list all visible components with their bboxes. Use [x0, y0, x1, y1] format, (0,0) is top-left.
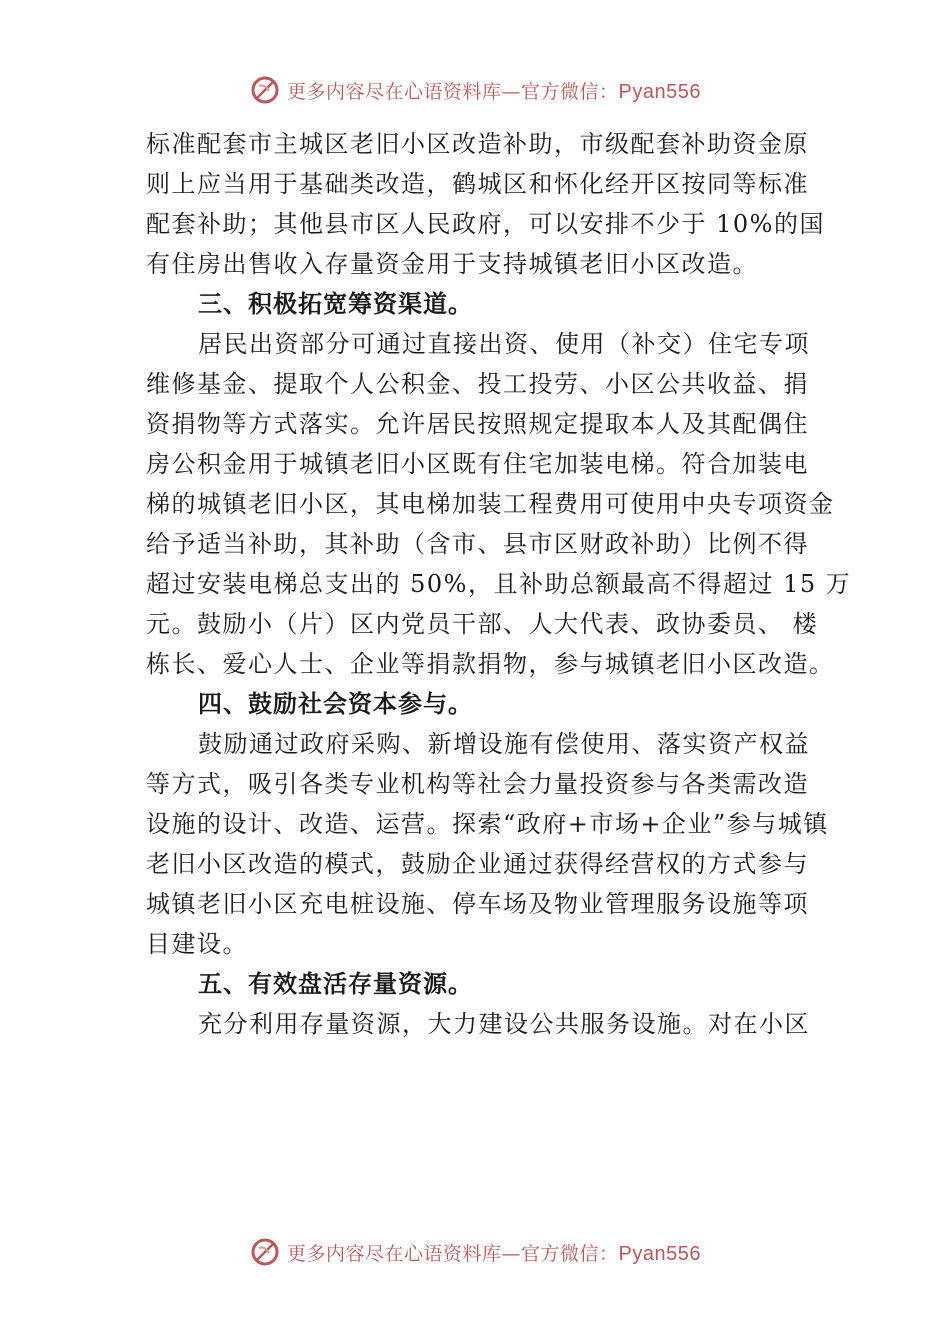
brush-circle-logo-icon [249, 74, 281, 106]
header-banner-label: 更多内容尽在心语资料库—官方微信： [287, 80, 619, 103]
paragraph-line: 目建设。 [146, 930, 248, 958]
footer-banner-label: 更多内容尽在心语资料库—官方微信： [287, 1242, 619, 1265]
footer-banner-text [287, 1239, 701, 1266]
paragraph-line: 超过安装电梯总支出的 50%，且补助总额最高不得超过 15 万 [146, 570, 852, 598]
section-heading-5: 五、有效盘活存量资源。 [198, 970, 473, 998]
paragraph-line: 居民出资部分可通过直接出资、使用（补交）住宅专项 [198, 330, 810, 358]
paragraph-line: 配套补助；其他县市区人民政府，可以安排不少于 10%的国 [146, 210, 825, 238]
paragraph-line: 房公积金用于城镇老旧小区既有住宅加装电梯。符合加装电 [146, 450, 809, 478]
paragraph-line: 则上应当用于基础类改造，鹤城区和怀化经开区按同等标准 [146, 170, 809, 198]
paragraph-line: 资捐物等方式落实。允许居民按照规定提取本人及其配偶住 [146, 410, 809, 438]
paragraph-line: 给予适当补助，其补助（含市、县市区财政补助）比例不得 [146, 530, 809, 558]
paragraph-line: 鼓励通过政府采购、新增设施有偿使用、落实资产权益 [198, 730, 810, 758]
document-body [146, 124, 852, 1044]
header-banner-content [249, 74, 701, 106]
section-heading-3: 三、积极拓宽筹资渠道。 [198, 290, 473, 318]
paragraph-line: 等方式，吸引各类专业机构等社会力量投资参与各类需改造 [146, 770, 809, 798]
header-wechat-id: Pyan556 [618, 80, 701, 103]
paragraph-line: 城镇老旧小区充电桩设施、停车场及物业管理服务设施等项 [146, 890, 809, 918]
footer-banner [0, 1232, 950, 1272]
paragraph-line: 充分利用存量资源，大力建设公共服务设施。对在小区 [198, 1010, 810, 1038]
header-banner [0, 70, 950, 110]
paragraph-line: 元。鼓励小（片）区内党员干部、人大代表、政协委员、 楼 [146, 610, 819, 638]
header-banner-text [287, 77, 701, 104]
paragraph-line: 标准配套市主城区老旧小区改造补助，市级配套补助资金原 [146, 130, 809, 158]
paragraph-line: 栋长、爱心人士、企业等捐款捐物，参与城镇老旧小区改造。 [146, 650, 835, 678]
paragraph-line: 设施的设计、改造、运营。探索“政府+市场+企业”参与城镇 [146, 810, 829, 838]
brush-circle-logo-icon [249, 1236, 281, 1268]
section-heading-4: 四、鼓励社会资本参与。 [198, 690, 473, 718]
paragraph-line: 维修基金、提取个人公积金、投工投劳、小区公共收益、捐 [146, 370, 809, 398]
paragraph-line: 梯的城镇老旧小区，其电梯加装工程费用可使用中央专项资金 [146, 490, 835, 518]
footer-banner-content [249, 1236, 701, 1268]
paragraph-line: 老旧小区改造的模式，鼓励企业通过获得经营权的方式参与 [146, 850, 809, 878]
paragraph-line: 有住房出售收入存量资金用于支持城镇老旧小区改造。 [146, 250, 758, 278]
footer-wechat-id: Pyan556 [618, 1242, 701, 1265]
